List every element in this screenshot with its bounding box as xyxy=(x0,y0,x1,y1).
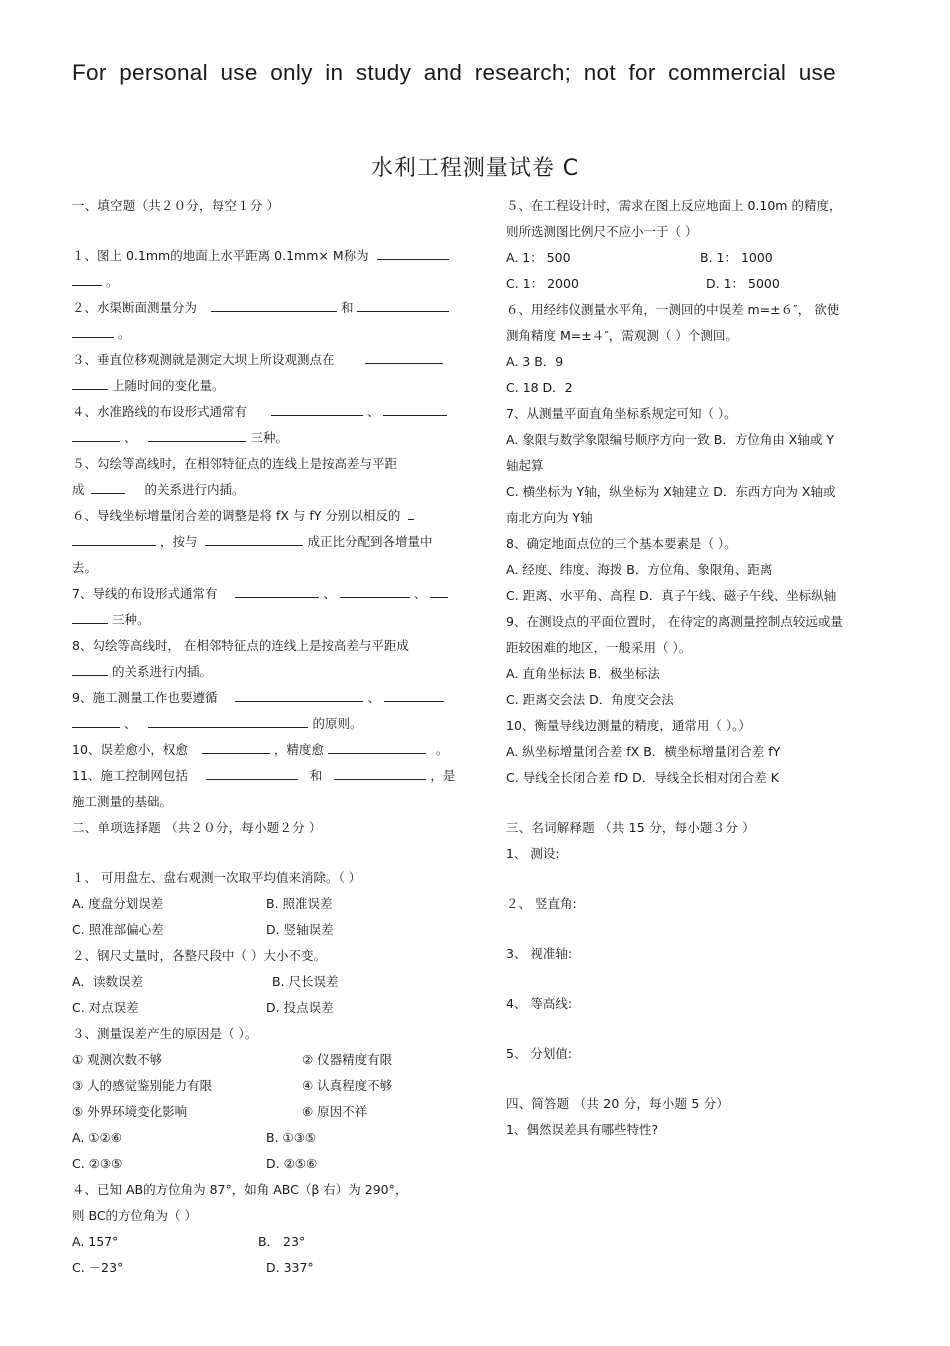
fill-question-5-cont xyxy=(72,477,452,503)
answer-blank[interactable] xyxy=(72,712,120,728)
answer-blank[interactable] xyxy=(72,660,108,676)
question-text: ２、水渠断面测量分为 xyxy=(72,300,198,315)
answer-blank[interactable] xyxy=(430,582,448,598)
question-text: 和 xyxy=(309,768,323,783)
term-1: 1、 测设: xyxy=(506,846,560,861)
option-c[interactable]: C. －23° xyxy=(72,1260,124,1275)
answer-blank[interactable] xyxy=(206,764,298,780)
question-text: 、 xyxy=(123,430,137,445)
question-text: 、 xyxy=(323,586,336,601)
choice-options-cont: 轴起算 xyxy=(506,458,544,473)
answer-blank[interactable] xyxy=(72,608,108,624)
question-text: 、 xyxy=(413,586,427,601)
right-column xyxy=(506,193,891,1143)
fill-question-4-cont xyxy=(72,425,452,451)
choice-question-5: ５、在工程设计时，需求在图上反应地面上 0.10m 的精度， xyxy=(506,198,842,213)
question-text: １、图上 0.1mm的地面上水平距离 0.1mm× M称为 xyxy=(72,248,369,263)
choice-question-2: ２、钢尺丈量时，各整尺段中（ ）大小不变。 xyxy=(72,948,326,963)
choice-question-6-cont: 测角精度 M=±４″，需观测（ ）个测回。 xyxy=(506,328,738,343)
question-text: ６、导线坐标增量闭合差的调整是将 fX 与 fY 分别以相反的 xyxy=(72,508,401,523)
choice-options[interactable]: A. 象限与数学象限编号顺序方向一致 B．方位角由 X轴或 Y xyxy=(506,432,834,447)
cause-3: ③ 人的感觉鉴别能力有限 xyxy=(72,1078,213,1093)
exam-title: 水利工程测量试卷 C xyxy=(370,156,580,181)
choice-options xyxy=(506,245,891,271)
choice-options[interactable]: A. 经度、纬度、海拨 B．方位角、象限角、距离 xyxy=(506,562,773,577)
choice-question-4-cont: 则 BC的方位角为（ ） xyxy=(72,1208,198,1223)
answer-blank[interactable] xyxy=(328,738,426,754)
option-c[interactable]: C. 照准部偏心差 xyxy=(72,922,164,937)
cause-5: ⑤ 外界环境变化影响 xyxy=(72,1104,188,1119)
choice-options xyxy=(72,891,452,917)
choice-options-cont: 南北方向为 Y轴 xyxy=(506,510,593,525)
choice-options xyxy=(72,1229,452,1255)
option-d[interactable]: D. 竖轴误差 xyxy=(266,922,334,937)
option-d[interactable]: D. 337° xyxy=(266,1260,314,1275)
question-text: 。 xyxy=(105,274,119,289)
answer-blank[interactable] xyxy=(384,686,444,702)
choice-question-5-cont: 则所选测图比例尺不应小一于（ ） xyxy=(506,224,698,239)
choice-question-10: 10、衡量导线边测量的精度，通常用（ ）。） xyxy=(506,718,751,733)
section-fill-in-heading: 一、填空题（共２０分，每空１分 ） xyxy=(72,198,280,213)
option-b[interactable]: B. 照准误差 xyxy=(266,896,333,911)
option-b[interactable]: B. ①③⑤ xyxy=(266,1130,317,1145)
option-c[interactable]: C. ②③⑤ xyxy=(72,1156,123,1171)
choice-options xyxy=(72,1151,452,1177)
option-b[interactable]: B. 1： 1000 xyxy=(700,250,773,265)
fill-question-6-cont xyxy=(72,529,452,555)
answer-blank[interactable] xyxy=(148,712,308,728)
option-d[interactable]: D. ②⑤⑥ xyxy=(266,1156,318,1171)
fill-question-2-cont xyxy=(72,321,452,347)
question-text: 10、误差愈小，权愈 xyxy=(72,742,188,757)
question-text: ，是 xyxy=(430,768,456,783)
term-2: ２、 竖直角: xyxy=(506,896,577,911)
section-short-answer-heading: 四、简答题 （共 20 分，每小题 5 分） xyxy=(506,1096,730,1111)
question-text: 上随时间的变化量。 xyxy=(111,378,225,393)
choice-question-6: ６、用经纬仪测量水平角，一测回的中误差 m=±６″， 欲使 xyxy=(506,302,840,317)
choice-options xyxy=(72,995,452,1021)
fill-question-8-cont xyxy=(72,659,452,685)
answer-blank[interactable] xyxy=(271,400,363,416)
option-a[interactable]: A. 1： 500 xyxy=(506,250,571,265)
question-text: 9、施工测量工作也要遵循 xyxy=(72,690,218,705)
answer-blank[interactable] xyxy=(148,426,246,442)
fill-question-2 xyxy=(72,295,452,321)
choice-options xyxy=(72,1125,452,1151)
fill-question-7 xyxy=(72,581,452,607)
choice-question-8: 8、确定地面点位的三个基本要素是（ ）。 xyxy=(506,536,737,551)
copyright-notice: For personal use only in study and research; not for commercial use xyxy=(72,60,836,85)
question-text: 、 xyxy=(366,404,380,419)
answer-blank[interactable] xyxy=(205,530,303,546)
answer-blank[interactable] xyxy=(72,426,120,442)
choice-options xyxy=(72,969,452,995)
question-text: 三种。 xyxy=(250,430,288,445)
section-choice-heading: 二、单项选择题 （共２０分，每小题２分 ） xyxy=(72,820,322,835)
option-c[interactable]: C. 1： 2000 xyxy=(506,276,579,291)
fill-question-1 xyxy=(72,243,452,269)
question-text: 、 xyxy=(123,716,137,731)
fill-question-10 xyxy=(72,737,452,763)
fill-question-3 xyxy=(72,347,452,373)
fill-question-11 xyxy=(72,763,456,789)
answer-blank[interactable] xyxy=(91,478,125,494)
answer-blank[interactable] xyxy=(408,504,414,520)
choice-options[interactable]: C. 横坐标为 Y轴，纵坐标为 X轴建立 D．东西方向为 X轴或 xyxy=(506,484,836,499)
choice-options[interactable]: A. 纵坐标增量闭合差 fX B．横坐标增量闭合差 fY xyxy=(506,744,781,759)
option-a[interactable]: A. ①②⑥ xyxy=(72,1130,122,1145)
fill-question-7-cont xyxy=(72,607,452,633)
option-d[interactable]: D. 投点误差 xyxy=(266,1000,334,1015)
question-text: ４、水准路线的布设形式通常有 xyxy=(72,404,248,419)
choice-options[interactable]: C. 导线全长闭合差 fD D．导线全长相对闭合差 K xyxy=(506,770,779,785)
answer-blank[interactable] xyxy=(235,582,319,598)
choice-question-9-cont: 距较困难的地区，一般采用（ ）。 xyxy=(506,640,692,655)
choice-options xyxy=(506,271,891,297)
question-text: 。 xyxy=(435,742,449,757)
fill-question-1-cont xyxy=(72,269,452,295)
fill-question-6 xyxy=(72,503,452,529)
question-text: 和 xyxy=(340,300,354,315)
cause-1: ① 观测次数不够 xyxy=(72,1052,163,1067)
question-text: 11、施工控制网包括 xyxy=(72,768,188,783)
answer-blank[interactable] xyxy=(235,686,363,702)
choice-options[interactable]: C. 距离、水平角、高程 D．真子午线、磁子午线、坐标纵轴 xyxy=(506,588,837,603)
choice-question-1: １、 可用盘左、盘右观测一次取平均值来消除。（ ） xyxy=(72,870,362,885)
question-text: ，精度愈 xyxy=(273,742,324,757)
short-answer-1: 1、偶然误差具有哪些特性? xyxy=(506,1122,659,1137)
option-a[interactable]: A. 度盘分划误差 xyxy=(72,896,164,911)
answer-blank[interactable] xyxy=(340,582,410,598)
option-a[interactable]: A．读数误差 xyxy=(72,974,144,989)
fill-question-11-cont: 施工测量的基础。 xyxy=(72,794,173,809)
option-a[interactable]: A. 157° xyxy=(72,1234,119,1249)
choice-options[interactable]: A. 直角坐标法 B．极坐标法 xyxy=(506,666,660,681)
answer-blank[interactable] xyxy=(377,244,449,260)
answer-blank[interactable] xyxy=(365,348,443,364)
answer-blank[interactable] xyxy=(334,764,426,780)
choice-question-3: ３、测量误差产生的原因是（ ）。 xyxy=(72,1026,258,1041)
choice-question-7: 7、从测量平面直角坐标系规定可知（ ）。 xyxy=(506,406,737,421)
answer-blank[interactable] xyxy=(72,322,114,338)
answer-blank[interactable] xyxy=(211,296,337,312)
fill-question-9 xyxy=(72,685,452,711)
cause-2: ② 仪器精度有限 xyxy=(302,1052,393,1067)
fill-question-6-end: 去。 xyxy=(72,560,98,575)
fill-question-5: ５、勾绘等高线时，在相邻特征点的连线上是按高差与平距 xyxy=(72,456,398,471)
answer-blank[interactable] xyxy=(72,530,156,546)
question-text: 、 xyxy=(367,690,380,705)
section-terms-heading: 三、名词解释题 （共 15 分，每小题３分 ） xyxy=(506,820,755,835)
fill-question-8: 8、勾绘等高线时， 在相邻特征点的连线上是按高差与平距成 xyxy=(72,638,409,653)
answer-blank[interactable] xyxy=(202,738,270,754)
cause-4: ④ 认真程度不够 xyxy=(302,1078,393,1093)
question-text: 7、导线的布设形式通常有 xyxy=(72,586,218,601)
fill-question-9-cont xyxy=(72,711,452,737)
term-4: 4、 等高线: xyxy=(506,996,573,1011)
question-text: 三种。 xyxy=(111,612,150,627)
choice-options xyxy=(72,917,452,943)
answer-blank[interactable] xyxy=(72,374,108,390)
question-text: ，按与 xyxy=(159,534,198,549)
cause-options xyxy=(72,1047,452,1073)
choice-options[interactable]: C. 距离交会法 D．角度交会法 xyxy=(506,692,674,707)
option-d[interactable]: D. 1： 5000 xyxy=(706,276,780,291)
choice-question-9: 9、在测设点的平面位置时， 在待定的离测量控制点较远或量 xyxy=(506,614,843,629)
term-3: 3、 视准轴: xyxy=(506,946,573,961)
choice-options xyxy=(72,1255,452,1281)
question-text: 。 xyxy=(117,326,131,341)
choice-question-4: ４、已知 AB的方位角为 87°，如角 ABC（β 右）为 290°， xyxy=(72,1182,408,1197)
question-text: 的关系进行内插。 xyxy=(111,664,212,679)
question-text: 的原则。 xyxy=(312,716,363,731)
cause-options xyxy=(72,1073,452,1099)
answer-blank[interactable] xyxy=(383,400,447,416)
cause-6: ⑥ 原因不祥 xyxy=(302,1104,368,1119)
answer-blank[interactable] xyxy=(357,296,449,312)
question-text: 的关系进行内插。 xyxy=(144,482,245,497)
option-b[interactable]: B． 23° xyxy=(258,1234,306,1249)
choice-options[interactable]: A. 3 B．9 xyxy=(506,354,564,369)
cause-options xyxy=(72,1099,452,1125)
option-b[interactable]: B. 尺长误差 xyxy=(272,974,339,989)
answer-blank[interactable] xyxy=(72,270,102,286)
term-5: 5、 分划值: xyxy=(506,1046,573,1061)
question-text: ３、垂直位移观测就是测定大坝上所设观测点在 xyxy=(72,352,335,367)
option-c[interactable]: C. 对点误差 xyxy=(72,1000,139,1015)
fill-question-3-cont xyxy=(72,373,452,399)
choice-options[interactable]: C. 18 D．2 xyxy=(506,380,573,395)
fill-question-4 xyxy=(72,399,452,425)
question-text: 成 xyxy=(72,482,85,497)
left-column xyxy=(72,193,456,1281)
question-text: 成正比分配到各增量中 xyxy=(307,534,433,549)
